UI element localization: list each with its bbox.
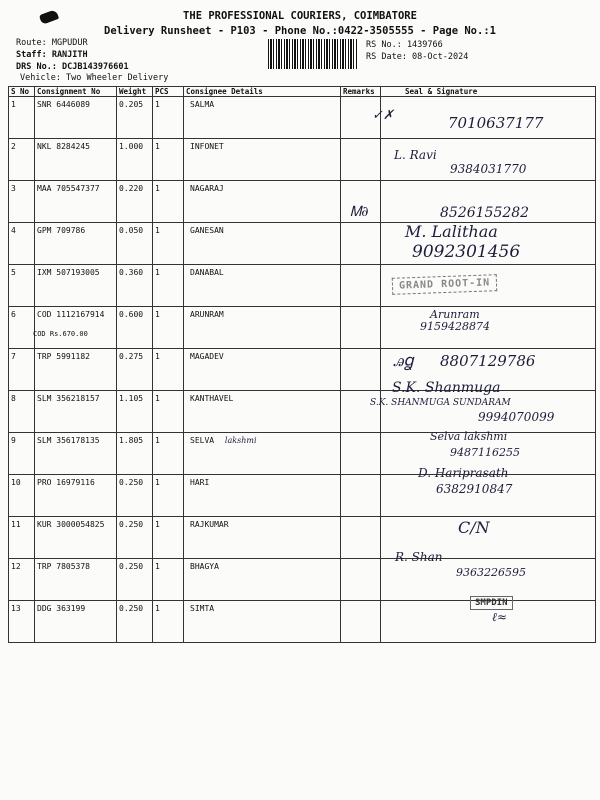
handwritten-name: S.K. SHANMUGA SUNDARAM — [370, 398, 511, 408]
handwritten-phone: 9384031770 — [450, 162, 527, 176]
rs-date: RS Date: 08-Oct-2024 — [366, 52, 469, 62]
row-consignee: HARI — [184, 475, 341, 517]
row-consignment: TRP 5991182 — [35, 349, 117, 391]
row-weight: 0.250 — [117, 475, 153, 517]
col-consignee: Consignee Details — [184, 87, 341, 97]
signature-scribble: ℓ≈ — [492, 610, 508, 624]
col-weight: Weight — [117, 87, 153, 97]
row-weight: 0.250 — [117, 559, 153, 601]
barcode — [268, 39, 358, 69]
row-remarks — [341, 433, 381, 475]
handwritten-name: L. Ravi — [394, 148, 437, 162]
row-sno: 11 — [9, 517, 35, 559]
row-consignee: DANABAL — [184, 265, 341, 307]
row-weight: 1.105 — [117, 391, 153, 433]
row-pcs: 1 — [153, 433, 184, 475]
col-sno: S No — [9, 87, 35, 97]
runsheet-subtitle: Delivery Runsheet - P103 - Phone No.:0422-3505555 - Page No.:1 — [104, 25, 496, 37]
row-sno: 9 — [9, 433, 35, 475]
delivery-stamp: GRAND ROOT-IN — [392, 274, 498, 295]
row-sno: 8 — [9, 391, 35, 433]
row-remarks — [341, 223, 381, 265]
row-weight: 1.805 — [117, 433, 153, 475]
row-weight: 0.600 — [117, 307, 153, 349]
row-consignee: ARUNRAM — [184, 307, 341, 349]
consignment-number: COD 1112167914 — [37, 310, 105, 319]
row-sno: 3 — [9, 181, 35, 223]
row-consignee: SALMA — [184, 97, 341, 139]
row-consignment: KUR 3000054825 — [35, 517, 117, 559]
row-consignment: PRO 16979116 — [35, 475, 117, 517]
row-pcs: 1 — [153, 307, 184, 349]
signature-scribble: Ꮇ∂ — [350, 204, 369, 220]
row-weight: 0.250 — [117, 601, 153, 643]
row-weight: 0.050 — [117, 223, 153, 265]
col-signature: Seal & Signature — [381, 87, 596, 97]
row-pcs: 1 — [153, 391, 184, 433]
table-row — [9, 307, 596, 349]
table-header-row — [9, 87, 596, 97]
row-remarks — [341, 139, 381, 181]
delivery-stamp: SMPDIN — [470, 596, 513, 610]
row-consignment: TRP 7805378 — [35, 559, 117, 601]
row-pcs: 1 — [153, 181, 184, 223]
handwritten-mark: C/N — [458, 518, 490, 537]
handwritten-phone: 7010637177 — [448, 114, 544, 132]
handwritten-name: Selva lakshmi — [430, 430, 508, 443]
col-pcs: PCS — [153, 87, 184, 97]
row-pcs: 1 — [153, 97, 184, 139]
row-weight: 0.250 — [117, 517, 153, 559]
row-weight: 0.205 — [117, 97, 153, 139]
handwritten-name: D. Hariprasath — [418, 466, 509, 480]
row-consignment: DDG 363199 — [35, 601, 117, 643]
row-sno: 1 — [9, 97, 35, 139]
drs-number: DRS No.: DCJB143976601 — [16, 62, 129, 72]
row-sno: 12 — [9, 559, 35, 601]
row-consignee: INFONET — [184, 139, 341, 181]
row-pcs: 1 — [153, 517, 184, 559]
table-row — [9, 517, 596, 559]
row-sno: 13 — [9, 601, 35, 643]
handwritten-phone: 9159428874 — [420, 320, 490, 333]
row-pcs: 1 — [153, 223, 184, 265]
row-consignee: RAJKUMAR — [184, 517, 341, 559]
row-consignee — [184, 433, 341, 475]
handwritten-phone: 9363226595 — [456, 566, 526, 579]
row-remarks — [341, 601, 381, 643]
row-weight: 0.360 — [117, 265, 153, 307]
row-consignment — [35, 307, 117, 349]
row-consignee: GANESAN — [184, 223, 341, 265]
row-sno: 5 — [9, 265, 35, 307]
row-remarks — [341, 265, 381, 307]
handwritten-phone: 9994070099 — [478, 410, 555, 424]
table-row — [9, 265, 596, 307]
row-consignment: NKL 8284245 — [35, 139, 117, 181]
row-consignee: MAGADEV — [184, 349, 341, 391]
row-remarks — [341, 517, 381, 559]
vehicle-label: Vehicle: Two Wheeler Delivery — [20, 73, 169, 83]
cod-amount: COD Rs.670.00 — [33, 330, 88, 338]
row-pcs: 1 — [153, 265, 184, 307]
row-consignment: SNR 6446089 — [35, 97, 117, 139]
row-remarks — [341, 391, 381, 433]
row-sno: 7 — [9, 349, 35, 391]
row-consignee: KANTHAVEL — [184, 391, 341, 433]
row-consignment: SLM 356178135 — [35, 433, 117, 475]
row-pcs: 1 — [153, 559, 184, 601]
row-weight: 1.000 — [117, 139, 153, 181]
handwritten-annotation: lakshmi — [224, 436, 257, 445]
row-consignment: GPM 709786 — [35, 223, 117, 265]
row-consignee: BHAGYA — [184, 559, 341, 601]
handwritten-phone: 9092301456 — [412, 242, 521, 262]
col-remarks: Remarks — [341, 87, 381, 97]
row-pcs: 1 — [153, 349, 184, 391]
row-sno: 6 — [9, 307, 35, 349]
handwritten-name: M. Lalithaa — [405, 222, 498, 241]
col-consignment: Consignment No — [35, 87, 117, 97]
rs-number: RS No.: 1439766 — [366, 40, 443, 50]
row-consignee: NAGARAJ — [184, 181, 341, 223]
row-consignment: MAA 705547377 — [35, 181, 117, 223]
row-pcs: 1 — [153, 139, 184, 181]
staff-label: Staff: RANJITH — [16, 50, 88, 60]
row-consignment: IXM 507193005 — [35, 265, 117, 307]
row-remarks — [341, 307, 381, 349]
signature-scribble: ꭿꬶ — [393, 351, 414, 371]
route-label: Route: MGPUDUR — [16, 38, 88, 48]
row-sno: 2 — [9, 139, 35, 181]
table-row — [9, 559, 596, 601]
row-weight: 0.275 — [117, 349, 153, 391]
handwritten-phone: 8526155282 — [440, 205, 530, 221]
consignee-name: SELVA — [190, 436, 215, 445]
row-signature — [381, 559, 596, 601]
row-remarks — [341, 475, 381, 517]
handwritten-phone: 8807129786 — [440, 352, 536, 370]
row-pcs: 1 — [153, 601, 184, 643]
handwritten-name: Arunram — [430, 308, 480, 321]
company-title: THE PROFESSIONAL COURIERS, COIMBATORE — [183, 10, 417, 22]
row-sno: 10 — [9, 475, 35, 517]
row-consignment: SLM 356218157 — [35, 391, 117, 433]
signature-scribble: ✓✗ — [372, 108, 394, 123]
handwritten-name: S.K. Shanmuga — [392, 380, 501, 396]
row-weight: 0.220 — [117, 181, 153, 223]
row-remarks — [341, 349, 381, 391]
handwritten-phone: 9487116255 — [450, 446, 520, 459]
handwritten-phone: 6382910847 — [436, 482, 513, 496]
row-sno: 4 — [9, 223, 35, 265]
row-pcs: 1 — [153, 475, 184, 517]
row-remarks — [341, 559, 381, 601]
row-consignee: SIMTA — [184, 601, 341, 643]
handwritten-name: R. Shan — [395, 550, 443, 564]
